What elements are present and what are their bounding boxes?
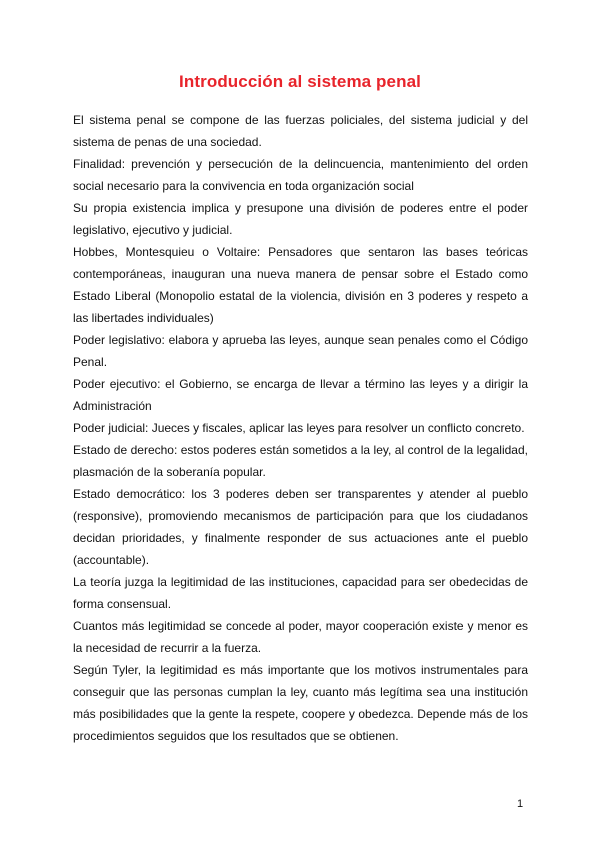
paragraph-division-poderes: Su propia existencia implica y presupone una división de poderes entre el poder legislativo, ejecutivo y judicial. [73,201,528,237]
paragraph-estado-derecho: Estado de derecho: estos poderes están sometidos a la ley, al control de la legalidad, plasmación de la soberanía popular. [73,443,528,479]
paragraph-cooperacion: Cuantos más legitimidad se concede al poder, mayor cooperación existe y menor es la necesidad de recurrir a la fuerza. [73,619,528,655]
paragraph-poder-legislativo: Poder legislativo: elabora y aprueba las leyes, aunque sean penales como el Código Penal. [73,333,528,369]
paragraph-tyler: Según Tyler, la legitimidad es más importante que los motivos instrumentales para conseguir que las personas cumplan la ley, cuanto más legítima sea una institución más posibilidades que la gente la respete, coopere y obedezca. Depende más de los procedimientos seguidos que los resultados que se obtienen. [73,663,528,743]
page-number: 1 [517,798,524,810]
paragraph-poder-ejecutivo: Poder ejecutivo: el Gobierno, se encarga de llevar a término las leyes y a dirigir la Administración [73,377,528,413]
paragraph-poder-judicial: Poder judicial: Jueces y fiscales, aplicar las leyes para resolver un conflicto concreto. [73,421,525,435]
paragraph-estado-democratico: Estado democrático: los 3 poderes deben ser transparentes y atender al pueblo (responsive), promoviendo mecanismos de participación para que los ciudadanos decidan prioridades, y finalmente responder de sus actuaciones ante el pueblo (accountable). [73,487,528,567]
document-body [73,109,528,747]
document-title: Introducción al sistema penal [179,72,421,91]
paragraph-legitimidad: La teoría juzga la legitimidad de las instituciones, capacidad para ser obedecidas de forma consensual. [73,575,528,611]
paragraph-sistema-penal: El sistema penal se compone de las fuerzas policiales, del sistema judicial y del sistema de penas de una sociedad. [73,113,528,149]
paragraph-pensadores: Hobbes, Montesquieu o Voltaire: Pensadores que sentaron las bases teóricas contemporáneas, inauguran una nueva manera de pensar sobre el Estado como Estado Liberal (Monopolio estatal de la violencia, división en 3 poderes y respeto a las libertades individuales) [73,245,528,325]
paragraph-finalidad: Finalidad: prevención y persecución de la delincuencia, mantenimiento del orden social necesario para la convivencia en toda organización social [73,157,528,193]
